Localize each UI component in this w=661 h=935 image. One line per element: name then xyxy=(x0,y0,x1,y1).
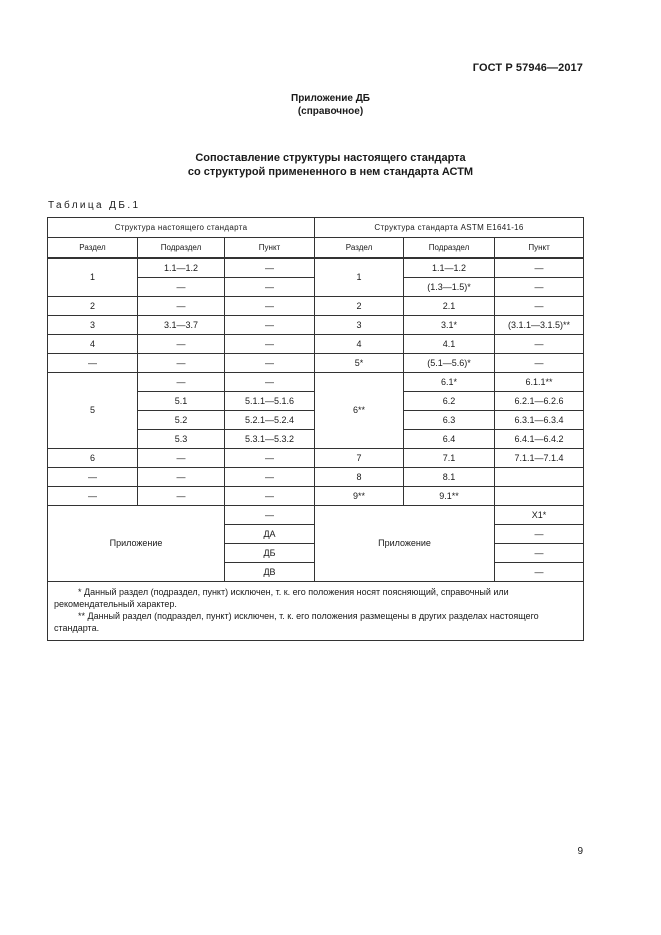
cell: (3.1.1—3.1.5)** xyxy=(495,316,584,335)
cell xyxy=(495,468,584,487)
cell: 8.1 xyxy=(404,468,495,487)
cell: 9.1** xyxy=(404,487,495,506)
cell: — xyxy=(225,373,315,392)
table-row xyxy=(48,468,584,487)
table-column-header xyxy=(48,238,584,259)
cell: — xyxy=(225,449,315,468)
cell: 3 xyxy=(315,316,404,335)
cell: — xyxy=(495,544,584,563)
cell: 3.1* xyxy=(404,316,495,335)
cell: (1.3—1.5)* xyxy=(404,278,495,297)
table-notes xyxy=(48,582,584,641)
cell: 2.1 xyxy=(404,297,495,316)
appendix-label-left: Приложение xyxy=(48,506,225,582)
cell: 6 xyxy=(48,449,138,468)
cell: 9** xyxy=(315,487,404,506)
cell: — xyxy=(225,506,315,525)
cell: 3 xyxy=(48,316,138,335)
cell: 4 xyxy=(315,335,404,354)
cell: — xyxy=(138,335,225,354)
page-number: 9 xyxy=(577,846,583,857)
cell: 5.1.1—5.1.6 xyxy=(225,392,315,411)
cell: — xyxy=(225,487,315,506)
cell: 1.1—1.2 xyxy=(138,258,225,278)
table-notes-row xyxy=(48,582,584,641)
cell: 6** xyxy=(315,373,404,449)
cell: — xyxy=(495,563,584,582)
cell: — xyxy=(495,278,584,297)
appendix-label-right: Приложение xyxy=(315,506,495,582)
cell: — xyxy=(225,335,315,354)
table-row xyxy=(48,316,584,335)
cell: 1 xyxy=(48,258,138,297)
heading-line-1: Сопоставление структуры настоящего стандарта xyxy=(195,152,466,164)
col-header-razdel-left: Раздел xyxy=(48,238,138,259)
col-header-punkt-right: Пункт xyxy=(495,238,584,259)
col-header-podrazdel-left: Подраздел xyxy=(138,238,225,259)
cell: 3.1—3.7 xyxy=(138,316,225,335)
cell: 6.1.1** xyxy=(495,373,584,392)
cell: ДВ xyxy=(225,563,315,582)
cell: — xyxy=(48,354,138,373)
cell xyxy=(495,487,584,506)
cell: 7.1.1—7.1.4 xyxy=(495,449,584,468)
cell: 7.1 xyxy=(404,449,495,468)
cell: — xyxy=(495,258,584,278)
col-header-podrazdel-right: Подраздел xyxy=(404,238,495,259)
cell: — xyxy=(48,487,138,506)
table-row xyxy=(48,354,584,373)
cell: — xyxy=(225,354,315,373)
cell: — xyxy=(138,278,225,297)
footnote-2: ** Данный раздел (подраздел, пункт) исключен, т. к. его положения размещены в других разделах настоящего стандарта. xyxy=(54,611,539,633)
cell: — xyxy=(495,297,584,316)
footnote-1: * Данный раздел (подраздел, пункт) исключен, т. к. его положения носят поясняющий, справочный или рекомендательный характер. xyxy=(54,587,509,609)
cell: — xyxy=(48,468,138,487)
table-row xyxy=(48,373,584,392)
cell: — xyxy=(495,354,584,373)
cell: 5.1 xyxy=(138,392,225,411)
cell: 6.1* xyxy=(404,373,495,392)
appendix-subtitle: (справочное) xyxy=(297,106,364,117)
table-row xyxy=(48,335,584,354)
cell: 5.2.1—5.2.4 xyxy=(225,411,315,430)
cell: 6.4.1—6.4.2 xyxy=(495,430,584,449)
appendix-heading xyxy=(0,92,661,118)
cell: 6.3.1—6.3.4 xyxy=(495,411,584,430)
section-heading xyxy=(0,151,661,179)
heading-line-2: со структурой примененного в нем стандарта АСТМ xyxy=(187,166,474,178)
cell: 8 xyxy=(315,468,404,487)
group-header-right: Структура стандарта ASTM E1641-16 xyxy=(315,218,584,238)
cell: Х1* xyxy=(495,506,584,525)
cell: — xyxy=(225,297,315,316)
cell: — xyxy=(138,373,225,392)
table-caption: Таблица ДБ.1 xyxy=(48,200,141,211)
cell: — xyxy=(138,487,225,506)
cell: (5.1—5.6)* xyxy=(404,354,495,373)
cell: 5.3 xyxy=(138,430,225,449)
cell: — xyxy=(495,525,584,544)
table-row xyxy=(48,487,584,506)
group-header-left: Структура настоящего стандарта xyxy=(48,218,315,238)
appendix-title: Приложение ДБ xyxy=(291,93,370,104)
comparison-table xyxy=(47,217,584,641)
document-code: ГОСТ Р 57946—2017 xyxy=(472,62,583,74)
cell: 1.1—1.2 xyxy=(404,258,495,278)
cell: 5.3.1—5.3.2 xyxy=(225,430,315,449)
table-group-header xyxy=(48,218,584,238)
cell: 4.1 xyxy=(404,335,495,354)
cell: 5* xyxy=(315,354,404,373)
cell: 5 xyxy=(48,373,138,449)
cell: ДА xyxy=(225,525,315,544)
cell: — xyxy=(138,449,225,468)
cell: — xyxy=(138,354,225,373)
table-row xyxy=(48,506,584,525)
cell: ДБ xyxy=(225,544,315,563)
cell: 5.2 xyxy=(138,411,225,430)
table-row xyxy=(48,297,584,316)
cell: 2 xyxy=(315,297,404,316)
cell: — xyxy=(138,297,225,316)
cell: 6.4 xyxy=(404,430,495,449)
cell: 6.2 xyxy=(404,392,495,411)
cell: — xyxy=(225,278,315,297)
cell: — xyxy=(138,468,225,487)
cell: — xyxy=(225,316,315,335)
col-header-punkt-left: Пункт xyxy=(225,238,315,259)
cell: — xyxy=(225,468,315,487)
cell: 1 xyxy=(315,258,404,297)
cell: 6.2.1—6.2.6 xyxy=(495,392,584,411)
table-row xyxy=(48,258,584,278)
col-header-razdel-right: Раздел xyxy=(315,238,404,259)
cell: 7 xyxy=(315,449,404,468)
cell: — xyxy=(495,335,584,354)
cell: 2 xyxy=(48,297,138,316)
table-row xyxy=(48,449,584,468)
cell: 6.3 xyxy=(404,411,495,430)
cell: 4 xyxy=(48,335,138,354)
cell: — xyxy=(225,258,315,278)
